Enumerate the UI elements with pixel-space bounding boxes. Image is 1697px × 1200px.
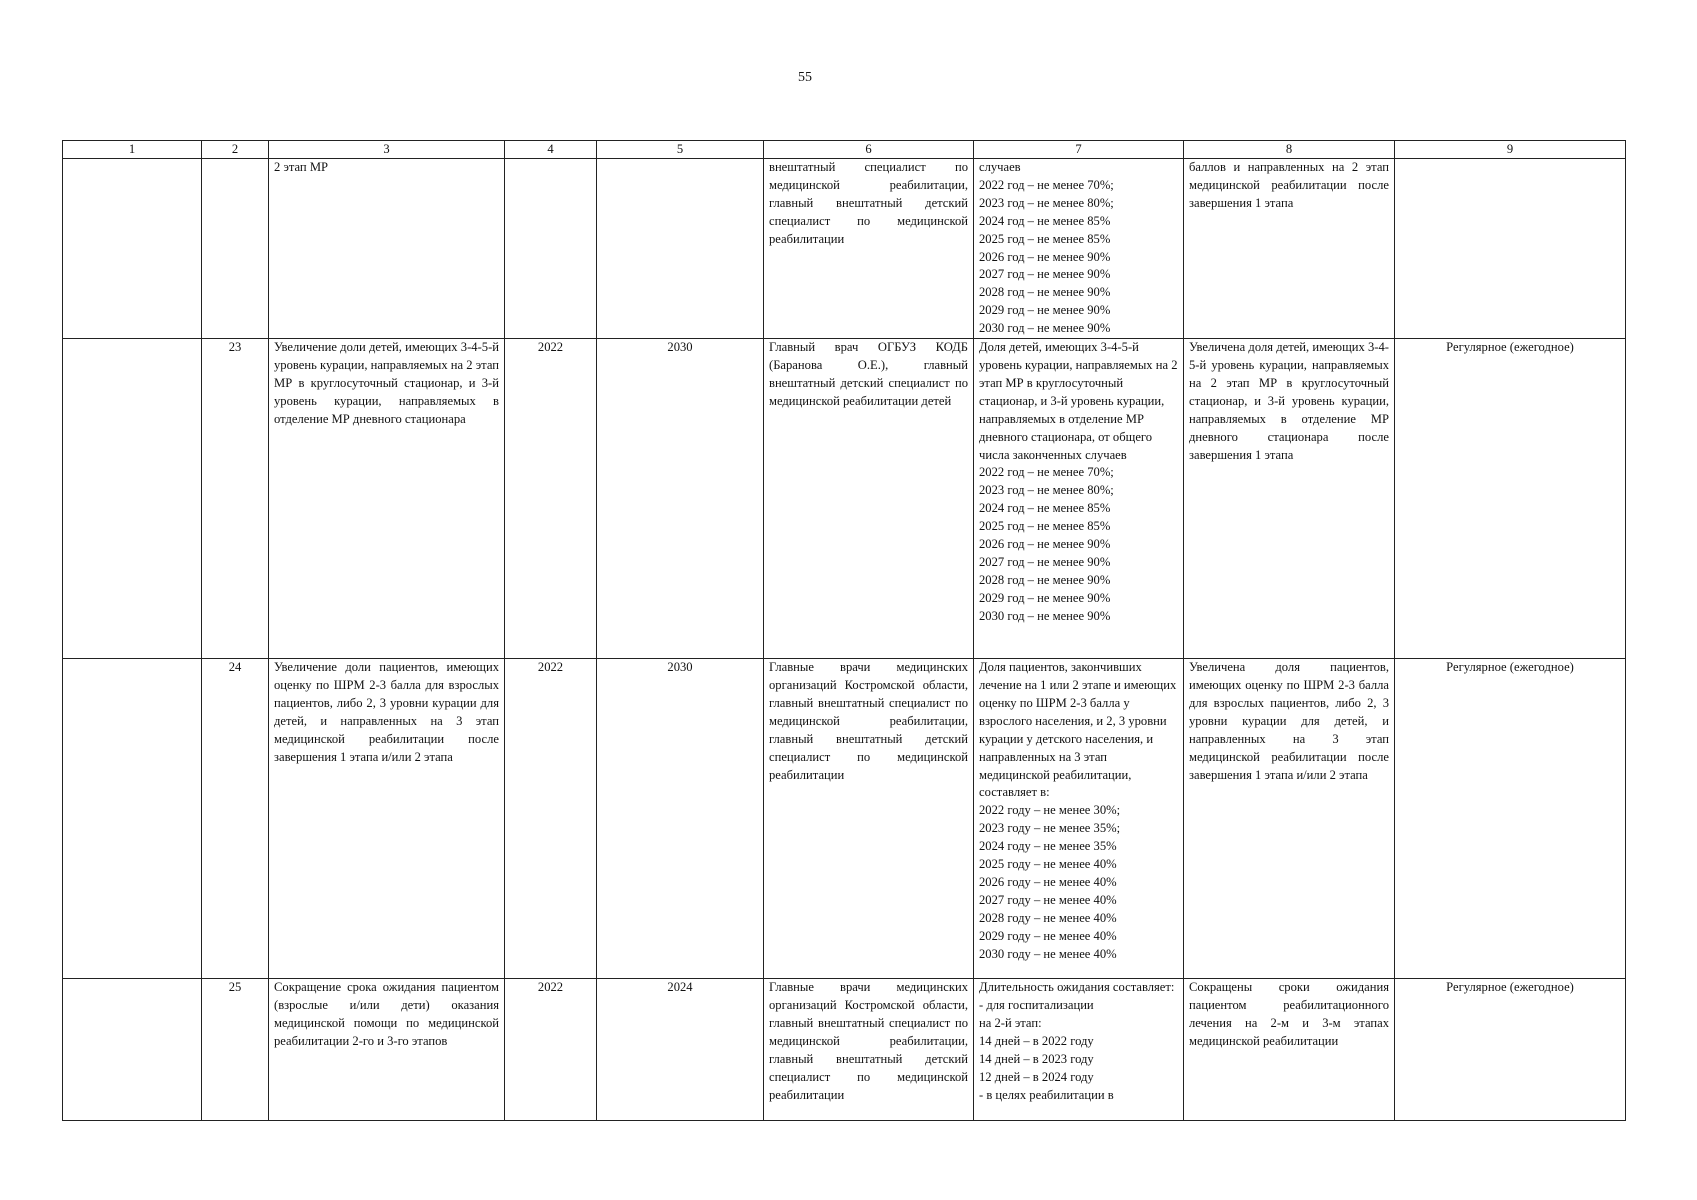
empty-cell [63, 659, 202, 979]
indicator-line: 2029 год – не менее 90% [979, 303, 1111, 318]
table-row [63, 979, 1626, 1121]
indicator-line: 2024 год – не менее 85% [979, 213, 1111, 228]
table-row [63, 339, 1626, 659]
indicator-description: Длительность ожидания составляет: [979, 980, 1175, 995]
indicator-line: 2029 году – не менее 40% [979, 928, 1117, 943]
indicator-line: 2028 год – не менее 90% [979, 285, 1111, 300]
measure-name-cell: Сокращение срока ожидания пациентом (взрослые и/или дети) оказания медицинской помощи по медицинской реабилитации 2-го и 3-го этапов [269, 979, 505, 1121]
column-number-row [63, 141, 1626, 159]
indicator-line: 2028 году – не менее 40% [979, 910, 1117, 925]
start-year-cell [505, 159, 597, 339]
row-number-cell: 23 [202, 339, 269, 659]
column-header: 7 [974, 141, 1184, 159]
column-header: 1 [63, 141, 202, 159]
indicator-description: Доля пациентов, закончивших лечение на 1 или 2 этапе и имеющих оценку по ШРМ 2-3 балла у взрослого населения, и 2, 3 уровни курации у детского населения, и направленных на 3 этап медицинской реабилитации, составляет в: [979, 660, 1177, 800]
row-number-cell: 25 [202, 979, 269, 1121]
indicator-line: 2030 год – не менее 90% [979, 608, 1111, 623]
indicator-line: 2023 год – не менее 80%; [979, 483, 1114, 498]
indicator-line: 2026 году – не менее 40% [979, 874, 1117, 889]
indicator-line: на 2-й этап: [979, 1015, 1042, 1030]
indicator-description: Доля детей, имеющих 3-4-5-й уровень курации, направляемых на 2 этап МР в круглосуточный стационар, и 3-й уровень курации, направляемых в отделение МР дневного стационара, от общего числа законченных случаев [979, 340, 1178, 462]
end-year-cell: 2024 [597, 979, 764, 1121]
indicator-line: 2029 год – не менее 90% [979, 590, 1111, 605]
measure-name-cell: Увеличение доли пациентов, имеющих оценку по ШРМ 2-3 балла для взрослых пациентов, либо 2, 3 уровни курации для детей, и направленных на 3 этап медицинской реабилитации после завершения 1 этапа и/или 2 этапа [269, 659, 505, 979]
start-year-cell: 2022 [505, 659, 597, 979]
indicator-line: 2022 году – не менее 30%; [979, 803, 1121, 818]
character-cell: Регулярное (ежегодное) [1395, 659, 1626, 979]
indicator-line: 2025 год – не менее 85% [979, 519, 1111, 534]
indicator-line: 2028 год – не менее 90% [979, 572, 1111, 587]
indicator-line: 2026 год – не менее 90% [979, 537, 1111, 552]
indicator-cell [974, 979, 1184, 1121]
end-year-cell: 2030 [597, 659, 764, 979]
indicator-line: 2023 год – не менее 80%; [979, 195, 1114, 210]
indicator-line: 2027 год – не менее 90% [979, 554, 1111, 569]
column-header: 5 [597, 141, 764, 159]
indicator-line: 2022 год – не менее 70%; [979, 177, 1114, 192]
indicator-line: 2024 году – не менее 35% [979, 839, 1117, 854]
table-row [63, 659, 1626, 979]
column-header: 3 [269, 141, 505, 159]
start-year-cell: 2022 [505, 339, 597, 659]
indicator-cell [974, 659, 1184, 979]
responsible-cell: Главный врач ОГБУЗ КОДБ (Баранова О.Е.), главный внештатный детский специалист по медицинской реабилитации детей [764, 339, 974, 659]
measure-name-cell: Увеличение доли детей, имеющих 3-4-5-й уровень курации, направляемых на 2 этап МР в круглосуточный стационар, и 3-й уровень курации, направляемых в отделение МР дневного стационара [269, 339, 505, 659]
indicator-cell [974, 339, 1184, 659]
empty-cell [63, 159, 202, 339]
end-year-cell [597, 159, 764, 339]
indicator-line: 2024 год – не менее 85% [979, 501, 1111, 516]
table-row [63, 159, 1626, 339]
page-number: 55 [798, 70, 812, 85]
indicator-line: 14 дней – в 2023 году [979, 1051, 1094, 1066]
row-number-cell: 24 [202, 659, 269, 979]
start-year-cell: 2022 [505, 979, 597, 1121]
indicator-line: 12 дней – в 2024 году [979, 1069, 1094, 1084]
indicator-line: 2030 году – не менее 40% [979, 946, 1117, 961]
plan-table [62, 140, 1626, 1121]
column-header: 6 [764, 141, 974, 159]
indicator-line: 2023 году – не менее 35%; [979, 821, 1121, 836]
indicator-line: 2027 год – не менее 90% [979, 267, 1111, 282]
indicator-line: 2027 году – не менее 40% [979, 892, 1117, 907]
result-cell: Сокращены сроки ожидания пациентом реабилитационного лечения на 2-м и 3-м этапах медицинской реабилитации [1184, 979, 1395, 1121]
indicator-cell [974, 159, 1184, 339]
responsible-cell: внештатный специалист по медицинской реабилитации, главный внештатный детский специалист по медицинской реабилитации [764, 159, 974, 339]
row-number-cell [202, 159, 269, 339]
measure-name-cell: 2 этап МР [269, 159, 505, 339]
end-year-cell: 2030 [597, 339, 764, 659]
indicator-line: 2030 год – не менее 90% [979, 321, 1111, 336]
indicator-line: 2025 год – не менее 85% [979, 231, 1111, 246]
column-header: 4 [505, 141, 597, 159]
indicator-line: 2022 год – не менее 70%; [979, 465, 1114, 480]
empty-cell [63, 979, 202, 1121]
indicator-line: - для госпитализации [979, 997, 1094, 1012]
result-cell: Увеличена доля детей, имеющих 3-4-5-й уровень курации, направляемых на 2 этап МР в круглосуточный стационар, и 3-й уровень курации, направляемых в отделение МР дневного стационара после завершения 1 этапа [1184, 339, 1395, 659]
column-header: 8 [1184, 141, 1395, 159]
column-header: 2 [202, 141, 269, 159]
result-cell: баллов и направленных на 2 этап медицинской реабилитации после завершения 1 этапа [1184, 159, 1395, 339]
character-cell [1395, 159, 1626, 339]
responsible-cell: Главные врачи медицинских организаций Костромской области, главный внештатный специалист по медицинской реабилитации, главный внештатный детский специалист по медицинской реабилитации [764, 979, 974, 1121]
indicator-line: случаев [979, 160, 1021, 174]
responsible-cell: Главные врачи медицинских организаций Костромской области, главный внештатный специалист по медицинской реабилитации, главный внештатный детский специалист по медицинской реабилитации [764, 659, 974, 979]
indicator-line: 2025 году – не менее 40% [979, 857, 1117, 872]
indicator-line: - в целях реабилитации в [979, 1087, 1114, 1102]
result-cell: Увеличена доля пациентов, имеющих оценку по ШРМ 2-3 балла для взрослых пациентов, либо 2, 3 уровни курации для детей, и направленных на 3 этап медицинской реабилитации после завершения 1 этапа и/или 2 этапа [1184, 659, 1395, 979]
empty-cell [63, 339, 202, 659]
indicator-line: 2026 год – не менее 90% [979, 249, 1111, 264]
column-header: 9 [1395, 141, 1626, 159]
character-cell: Регулярное (ежегодное) [1395, 339, 1626, 659]
indicator-line: 14 дней – в 2022 году [979, 1033, 1094, 1048]
character-cell: Регулярное (ежегодное) [1395, 979, 1626, 1121]
